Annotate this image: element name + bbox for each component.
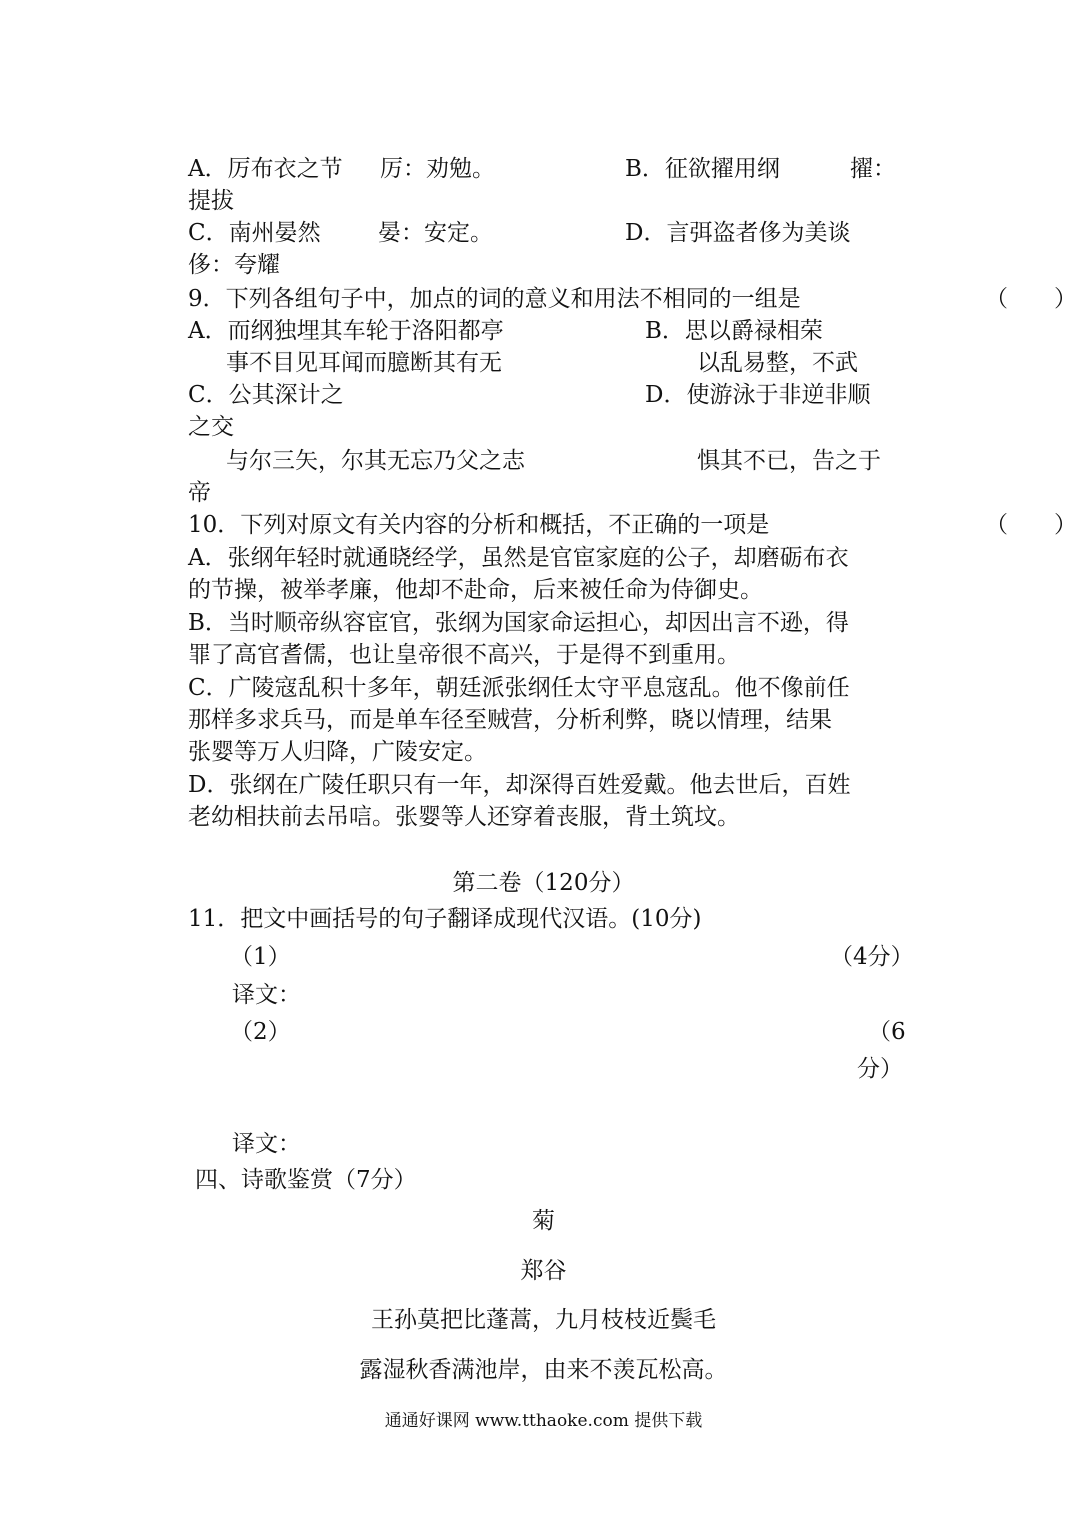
q8-option-c: C．南州晏然 bbox=[188, 220, 321, 246]
q11-sentence2-score: （6 bbox=[868, 1019, 906, 1045]
q9-option-d-line2-cont: 帝 bbox=[188, 480, 211, 506]
q9-stem: 9．下列各组句子中，加点的词的意义和用法不相同的一组是 bbox=[188, 286, 801, 312]
page-footer: 通通好课网 www.tthaoke.com 提供下载 bbox=[384, 1411, 703, 1431]
poem-title: 菊 bbox=[532, 1208, 555, 1234]
q8-option-d: D．言弭盗者侈为美谈 bbox=[625, 220, 851, 246]
q10-option-a-line: 的节操，被举孝廉，他却不赴命，后来被任命为侍御史。 bbox=[188, 577, 763, 603]
q8-option-c-gloss: 晏：安定。 bbox=[378, 220, 493, 246]
poem-author: 郑谷 bbox=[520, 1258, 567, 1284]
q10-option-c-line: 张婴等万人归降，广陵安定。 bbox=[188, 739, 487, 765]
q11-translation1-label: 译文： bbox=[232, 982, 301, 1008]
q8-option-b: B．征欲擢用纲 bbox=[625, 156, 780, 182]
poem-line: 露湿秋香满池岸，由来不羡瓦松高。 bbox=[359, 1357, 728, 1383]
q10-option-d-line: D．张纲在广陵任职只有一年，却深得百姓爱戴。他去世后，百姓 bbox=[188, 772, 851, 798]
q9-option-c-line1: C．公其深计之 bbox=[188, 382, 344, 408]
q10-option-d-line: 老幼相扶前去吊唁。张婴等人还穿着丧服，背土筑坟。 bbox=[188, 804, 740, 830]
part2-title: 第二卷（120分） bbox=[452, 870, 635, 896]
q9-option-d-line1: D．使游泳于非逆非顺 bbox=[645, 382, 871, 408]
q9-option-b-line1: B．思以爵禄相荣 bbox=[645, 318, 823, 344]
q11-sentence2-score-cont: 分） bbox=[857, 1056, 903, 1082]
section4-heading: 四、诗歌鉴赏（7分） bbox=[195, 1167, 417, 1193]
q10-option-b-line: 罪了高官耆儒，也让皇帝很不高兴，于是得不到重用。 bbox=[188, 642, 740, 668]
q11-stem: 11．把文中画括号的句子翻译成现代汉语。(10分) bbox=[188, 906, 702, 932]
q10-stem: 10．下列对原文有关内容的分析和概括，不正确的一项是 bbox=[188, 512, 770, 538]
q10-option-a-line: A．张纲年轻时就通晓经学，虽然是官宦家庭的公子，却磨砺布衣 bbox=[188, 545, 849, 571]
q10-option-b-line: B．当时顺帝纵容宦官，张纲为国家命运担心，却因出言不逊，得 bbox=[188, 610, 849, 636]
q9-option-b-line2: 以乱易整，不武 bbox=[697, 350, 858, 376]
q8-option-a: A．厉布衣之节 bbox=[188, 156, 343, 182]
q11-translation2-label: 译文： bbox=[232, 1131, 301, 1157]
q10-option-c-line: C．广陵寇乱积十多年，朝廷派张纲任太守平息寇乱。他不像前任 bbox=[188, 675, 850, 701]
q9-option-d-line1-cont: 之交 bbox=[188, 414, 234, 440]
q8-option-b-gloss-cont: 提拔 bbox=[188, 188, 234, 214]
q10-option-c-line: 那样多求兵马，而是单车径至贼营，分析利弊，晓以情理，结果 bbox=[188, 707, 832, 733]
q9-answer-paren: （ ） bbox=[985, 286, 1077, 312]
q9-option-a-line2: 事不目见耳闻而臆断其有无 bbox=[226, 350, 502, 376]
q11-sentence1-number: （1） bbox=[230, 944, 291, 970]
q8-option-d-gloss-cont: 侈：夸耀 bbox=[188, 252, 280, 278]
q8-option-a-gloss: 厉：劝勉。 bbox=[380, 156, 495, 182]
q9-option-d-line2: 惧其不已，告之于 bbox=[697, 448, 881, 474]
q10-answer-paren: （ ） bbox=[985, 512, 1077, 538]
q11-sentence1-score: （4分） bbox=[830, 944, 914, 970]
q8-option-b-gloss: 擢： bbox=[850, 156, 896, 182]
q11-sentence2-number: （2） bbox=[230, 1019, 291, 1045]
q9-option-c-line2: 与尔三矢，尔其无忘乃父之志 bbox=[226, 448, 525, 474]
q9-option-a-line1: A．而纲独埋其车轮于洛阳都亭 bbox=[188, 318, 504, 344]
poem-line: 王孙莫把比蓬蒿，九月枝枝近鬓毛 bbox=[371, 1307, 716, 1333]
